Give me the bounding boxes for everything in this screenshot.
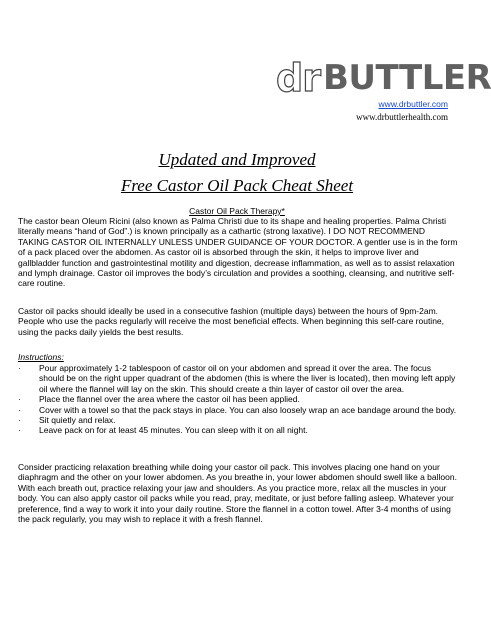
list-item (18, 405, 458, 415)
step-text: Pour approximately 1-2 tablespoon of castor oil on your abdomen and spread it over the area. The focus should be on the right upper quadrant of the abdomen (this is where the liver is located), then moving left apply oil where the flannel will lay on the skin. This should create a thin layer of castor oil over the area. (39, 363, 456, 394)
step-text: Leave pack on for at least 45 minutes. You can sleep with it on all night. (39, 425, 308, 436)
step-text: Sit quietly and relax. (39, 415, 116, 426)
instruction-list (18, 363, 458, 436)
website-link[interactable]: www.drbuttler.com (378, 99, 448, 109)
instructions-heading: Instructions: (18, 352, 64, 362)
title-line-1: Updated and Improved (158, 150, 316, 169)
section-heading: Castor Oil Pack Therapy* (189, 206, 285, 216)
bullet: · (18, 404, 21, 415)
bullet: · (18, 363, 21, 373)
intro-paragraph: The castor bean Oleum Ricini (also known as Palma Christi due to its shape and healing properties. Palma Christi literally means “hand of God”.) is known principally as a cathartic (strong laxative). I DO NOT RECOMMEND TAKING CASTOR OIL INTERNALLY UNLESS UNDER GUIDANCE OF YOUR DOCTOR. A gentler use is in the form of a pack placed over the abdomen. As castor oil is absorbed through the skin, it helps to improve liver and gallbladder function and gastrointestinal motility and digestion, decrease inflammation, as well as to assist relaxation and lymph drainage. Castor oil improves the body’s circulation and provides a soothing, cleansing, and nutritive self-care routine. (18, 216, 458, 289)
list-item (18, 363, 458, 394)
list-item (18, 425, 458, 435)
step-text: Place the flannel over the area where the castor oil has been applied. (39, 394, 300, 405)
logo-name: BUTTLER (323, 58, 491, 98)
usage-paragraph: Castor oil packs should ideally be used in a consecutive fashion (multiple days) between the hours of 9pm-2am. People who use the packs regularly will receive the most beneficial effects. When beginning this self-care routine, using the packs daily yields the best results. (18, 306, 445, 337)
logo-prefix: dr (276, 56, 320, 100)
health-website-text: www.drbuttlerhealth.com (356, 112, 448, 122)
bullet: · (18, 425, 21, 436)
drbuttler-logo (276, 56, 491, 100)
list-item (18, 394, 458, 404)
bullet: · (18, 394, 21, 405)
title-line-2: Free Castor Oil Pack Cheat Sheet (120, 176, 354, 195)
list-item (18, 415, 458, 425)
breathing-paragraph: Consider practicing relaxation breathing while doing your castor oil pack. This involves placing one hand on your diaphragm and the other on your lower abdomen. As you breathe in, your lower abdomen should swell like a balloon. With each breath out, practice relaxing your jaw and shoulders. As you practice more, relax all the muscles in your body. You can also apply castor oil packs while you read, pray, meditate, or just before falling asleep. Whatever your preference, find a way to work it into your daily routine. Store the flannel in a cotton towel. After 3-4 months of using the pack regularly, you may wish to replace it with a fresh flannel. (18, 462, 457, 525)
step-text: Cover with a towel so that the pack stays in place. You can also loosely wrap an ace bandage around the body. (39, 404, 457, 415)
bullet: · (18, 415, 21, 426)
